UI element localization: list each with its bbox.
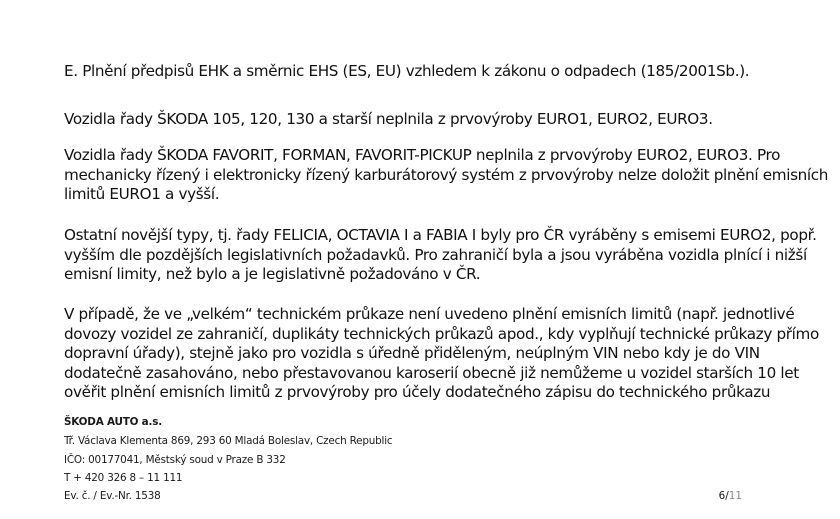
paragraph-felicia-octavia-fabia: [64, 226, 817, 285]
paragraph-line: limitů EURO1 a vyšší.: [64, 185, 220, 204]
paragraph-line: dovozy vozidel ze zahraničí, duplikáty technických průkazů apod., kdy vyplňují technické průkazy přímo: [64, 324, 819, 343]
paragraph-skoda-105-120-130: [64, 110, 764, 130]
paragraph-line: mechanicky řízený i elektronicky řízený karburátorový systém z prvovýroby nelze doložit plnění emisních: [64, 165, 829, 184]
page-current: 6: [718, 490, 726, 502]
paragraph-line: V případě, že ve „velkém“ technickém průkaze není uvedeno plnění emisních limitů (např. jednotlivé: [64, 305, 795, 323]
paragraph-line: vyšším dle pozdějších legislativních požadavků. Pro zahraničí byla a jsou vyráběna vozidla plnící i nižší: [64, 245, 807, 264]
paragraph-line: ověřit plnění emisních limitů z prvovýroby pro účely dodatečného zápisu do technického průkazu: [64, 383, 771, 402]
heading-text: E. Plnění předpisů EHK a směrnic EHS (ES, EU) vzhledem k zákonu o odpadech (185/2001Sb.).: [64, 62, 750, 80]
page-separator: /: [725, 490, 729, 502]
footer-address: Tř. Václava Klementa 869, 293 60 Mladá Boleslav, Czech Republic: [64, 435, 393, 447]
paragraph-line: dopravní úřady), stejně jako pro vozidla s úředně přiděleným, neúplným VIN nebo kdy je do VIN: [64, 344, 760, 363]
page-number: [719, 487, 742, 505]
section-heading: [64, 62, 764, 82]
paragraph-favorit-forman: [64, 146, 829, 205]
footer-phone: T + 420 326 8 – 11 111: [64, 472, 183, 484]
paragraph-line: dodatečně zasahováno, nebo přestavovanou karoserií obecně již nemůžeme u vozidel starších 10 let: [64, 363, 799, 382]
paragraph-technical-certificate: [64, 305, 819, 403]
footer-company-name: ŠKODA AUTO a.s.: [64, 416, 162, 428]
page-total: 11: [728, 490, 742, 502]
paragraph-line: Vozidla řady ŠKODA FAVORIT, FORMAN, FAVORIT-PICKUP neplnila z prvovýroby EURO2, EURO3. Pro: [64, 146, 781, 164]
footer-evidence-number: Ev. č. / Ev.-Nr. 1538: [64, 490, 161, 502]
paragraph-line: Vozidla řady ŠKODA 105, 120, 130 a starší neplnila z prvovýroby EURO1, EURO2, EURO3.: [64, 110, 713, 128]
paragraph-line: emisní limity, než bylo a je legislativně požadováno v ČR.: [64, 265, 481, 284]
footer-registration: IČO: 00177041, Městský soud v Praze B 332: [64, 454, 286, 466]
paragraph-line: Ostatní novější typy, tj. řady FELICIA, OCTAVIA I a FABIA I byly pro ČR vyráběny s emisemi EURO2, popř.: [64, 226, 817, 244]
